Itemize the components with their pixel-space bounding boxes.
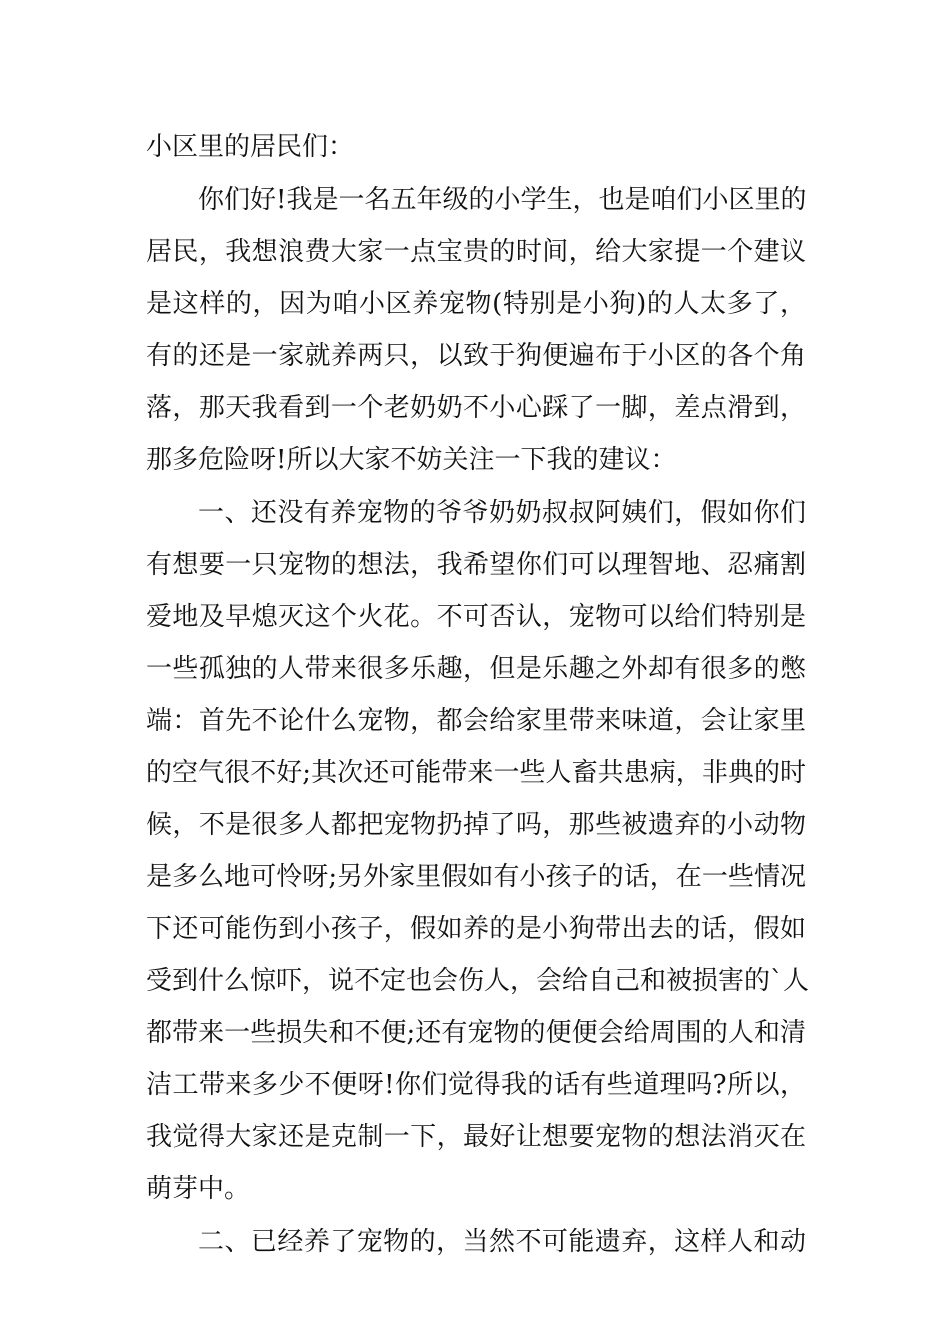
- paragraph-line: 你们好!我是一名五年级的小学生，也是咱们小区里的: [198, 185, 807, 215]
- paragraph-line: 受到什么惊吓，说不定也会伤人，会给自己和被损害的`人: [146, 966, 810, 996]
- paragraph-line: 二、已经养了宠物的，当然不可能遗弃，这样人和动: [198, 1227, 806, 1257]
- paragraph-line: 有想要一只宠物的想法，我希望你们可以理智地、忍痛割: [146, 550, 806, 580]
- paragraph-line: 端：首先不论什么宠物，都会给家里带来味道，会让家里: [146, 706, 806, 736]
- paragraph-line: 居民，我想浪费大家一点宝贵的时间，给大家提一个建议: [146, 237, 806, 267]
- paragraph-line: 都带来一些损失和不便;还有宠物的便便会给周围的人和清: [146, 1018, 806, 1048]
- paragraph-line: 下还可能伤到小孩子，假如养的是小狗带出去的话，假如: [146, 914, 806, 944]
- salutation: 小区里的居民们：: [146, 132, 355, 162]
- paragraph-line: 是这样的，因为咱小区养宠物(特别是小狗)的人太多了，: [146, 289, 806, 319]
- paragraph-line: 那多危险呀!所以大家不妨关注一下我的建议：: [146, 445, 677, 475]
- paragraph-line: 落，那天我看到一个老奶奶不小心踩了一脚，差点滑到，: [146, 393, 806, 423]
- paragraph-line: 爱地及早熄灭这个火花。不可否认，宠物可以给们特别是: [146, 602, 806, 632]
- paragraph-line: 是多么地可怜呀;另外家里假如有小孩子的话，在一些情况: [146, 862, 806, 892]
- paragraph-line: 一些孤独的人带来很多乐趣，但是乐趣之外却有很多的憋: [146, 654, 806, 684]
- paragraph-line: 萌芽中。: [146, 1174, 251, 1204]
- paragraph-line: 候，不是很多人都把宠物扔掉了吗，那些被遗弃的小动物: [146, 810, 806, 840]
- paragraph-line: 我觉得大家还是克制一下，最好让想要宠物的想法消灭在: [146, 1122, 806, 1152]
- paragraph-line: 一、还没有养宠物的爷爷奶奶叔叔阿姨们，假如你们: [198, 498, 806, 528]
- paragraph-line: 洁工带来多少不便呀!你们觉得我的话有些道理吗?所以，: [146, 1070, 806, 1100]
- paragraph-line: 有的还是一家就养两只，以致于狗便遍布于小区的各个角: [146, 341, 806, 371]
- paragraph-line: 的空气很不好;其次还可能带来一些人畜共患病，非典的时: [146, 758, 806, 788]
